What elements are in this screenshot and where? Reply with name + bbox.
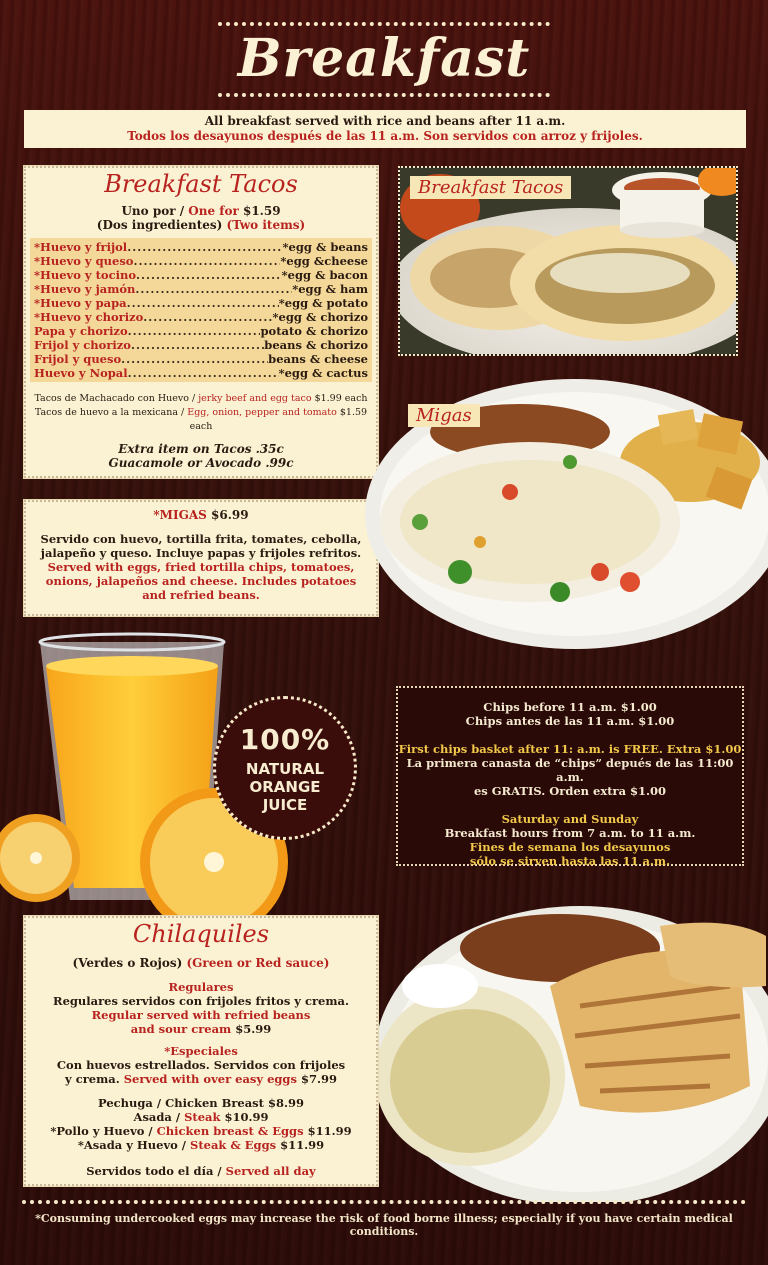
tacos-price-en: One for <box>188 204 239 218</box>
option-steak-eggs-price: $11.99 <box>280 1138 325 1152</box>
regulares-price: $5.99 <box>235 1022 272 1036</box>
title-rule-bottom <box>218 93 550 97</box>
taco-item-en: *egg & ham <box>292 282 368 296</box>
chilaquiles-photo <box>370 896 768 1202</box>
taco-item-en: *egg & bacon <box>281 268 368 282</box>
option-asada-price: $10.99 <box>224 1110 269 1124</box>
chips-after-en: First chips basket after 11: a.m. is FREE. Extra $1.00 <box>398 742 742 756</box>
tacos-ingredients-es: (Dos ingredientes) <box>96 218 223 232</box>
option-steak-eggs-es: *Asada y Huevo / <box>77 1138 187 1152</box>
regulares-es: Regulares servidos con frijoles fritos y crema. <box>53 994 349 1008</box>
option-asada-en: Steak <box>184 1110 221 1124</box>
mexicana-price: $1.59 each <box>189 407 368 432</box>
chips-before-en: Chips before 11 a.m. $1.00 <box>483 700 657 714</box>
taco-item-en: potato & chorizo <box>260 324 368 338</box>
machacado-es: Tacos de Machacado con Huevo / <box>34 393 196 404</box>
page-title: Breakfast <box>237 28 531 89</box>
badge-juice: JUICE <box>262 796 308 814</box>
especiales-es-1: Con huevos estrellados. Servidos con frijoles <box>56 1058 346 1072</box>
chips-after-es-1: La primera canasta de “chips” depués de las 11:00 a.m. <box>406 756 734 784</box>
taco-item-es: Frijol y queso <box>34 352 122 366</box>
guacamole-price: Guacamole or Avocado .99c <box>108 456 294 470</box>
chilaquiles-sauce-line <box>26 956 376 970</box>
footer-rule <box>22 1200 746 1204</box>
option-pollo-en: Chicken breast & Eggs <box>156 1124 304 1138</box>
extra-item-price: Extra item on Tacos .35c <box>118 442 284 456</box>
taco-item-es: Papa y chorizo <box>34 324 128 338</box>
chips-before-es: Chips antes de las 11 a.m. $1.00 <box>465 714 675 728</box>
tacos-photo-label: Breakfast Tacos <box>410 176 571 199</box>
especiales-section <box>26 1044 376 1086</box>
tacos-price-es: Uno por / <box>121 204 185 218</box>
list-item <box>34 254 368 268</box>
weekend-es-2: sólo se sirven hasta las 11 a.m. <box>469 854 671 868</box>
taco-item-es: *Huevo y frijol <box>34 240 128 254</box>
list-item <box>34 366 368 380</box>
list-item <box>34 296 368 310</box>
chips-after-es-2: es GRATIS. Orden extra $1.00 <box>473 784 667 798</box>
regulares-title: Regulares <box>168 980 234 994</box>
taco-item-es: Huevo y Nopal <box>34 366 128 380</box>
list-item <box>34 240 368 254</box>
breakfast-tacos-panel <box>24 166 378 478</box>
tacos-ingredients-en: (Two items) <box>226 218 306 232</box>
list-item <box>34 338 368 352</box>
taco-item-en: beans & chorizo <box>264 338 368 352</box>
machacado-price: $1.99 each <box>314 393 368 404</box>
regulares-en-1: Regular served with refried beans <box>91 1008 311 1022</box>
taco-item-en: *egg & chorizo <box>272 310 368 324</box>
rice-beans-banner <box>24 110 746 148</box>
taco-item-es: Frijol y chorizo <box>34 338 131 352</box>
badge-orange: ORANGE <box>249 778 321 796</box>
sauce-en: (Green or Red sauce) <box>186 956 330 970</box>
footer-disclaimer: *Consuming undercooked eggs may increase the risk of food borne illness; especially if you have certain medical conditions. <box>35 1212 733 1238</box>
weekend-es-1: Fines de semana los desayunos <box>469 840 671 854</box>
all-day-en: Served all day <box>225 1164 316 1178</box>
taco-item-en: *egg & beans <box>282 240 368 254</box>
chilaquiles-options <box>26 1096 376 1152</box>
badge-percent: 100% <box>239 723 331 756</box>
migas-desc-es: Servido con huevo, tortilla frita, tomates, cebolla, jalapeño y queso. Incluye papas y frijoles refritos. <box>40 532 362 560</box>
regulares-en-2: and sour cream <box>130 1022 232 1036</box>
migas-desc-en: Served with eggs, fried tortilla chips, tomatoes, onions, jalapeños and cheese. Includes potatoes and refried beans. <box>45 560 357 602</box>
tacos-price: $1.59 <box>242 204 281 218</box>
migas-price: $6.99 <box>211 508 249 522</box>
taco-item-es: *Huevo y jamón <box>34 282 136 296</box>
option-pollo-price: $11.99 <box>307 1124 352 1138</box>
mexicana-line <box>26 406 376 434</box>
served-all-day-line <box>26 1164 376 1178</box>
especiales-price: $7.99 <box>300 1072 337 1086</box>
all-day-es: Servidos todo el día / <box>86 1164 222 1178</box>
migas-panel <box>24 500 378 616</box>
migas-title-line <box>26 508 376 522</box>
natural-juice-badge <box>213 696 357 840</box>
migas-photo-label: Migas <box>408 404 480 427</box>
chips-info-box <box>396 686 744 866</box>
tacos-specials <box>26 392 376 434</box>
taco-item-en: *egg & potato <box>278 296 368 310</box>
migas-heading: *MIGAS <box>153 508 207 522</box>
taco-item-es: *Huevo y papa <box>34 296 127 310</box>
list-item <box>34 268 368 282</box>
especiales-es-2: y crema. <box>65 1072 120 1086</box>
banner-english: All breakfast served with rice and beans after 11 a.m. <box>204 114 566 128</box>
chilaquiles-heading: Chilaquiles <box>132 920 270 948</box>
tacos-extras <box>26 442 376 470</box>
sauce-es: (Verdes o Rojos) <box>72 956 183 970</box>
especiales-en: Served with over easy eggs <box>123 1072 297 1086</box>
regulares-section <box>26 980 376 1036</box>
list-item <box>34 352 368 366</box>
tacos-ingredients-line <box>26 218 376 232</box>
option-steak-eggs-en: Steak & Eggs <box>190 1138 277 1152</box>
chilaquiles-panel <box>24 916 378 1186</box>
taco-item-en: *egg &cheese <box>280 254 368 268</box>
tacos-list <box>30 238 372 382</box>
banner-spanish: Todos los desayunos después de las 11 a.m. Son servidos con arroz y frijoles. <box>127 129 643 143</box>
machacado-en: jerky beef and egg taco <box>198 393 312 404</box>
taco-item-es: *Huevo y queso <box>34 254 134 268</box>
option-pollo-es: *Pollo y Huevo / <box>50 1124 153 1138</box>
tacos-heading: Breakfast Tacos <box>104 170 298 198</box>
option-chicken-breast: Pechuga / Chicken Breast $8.99 <box>98 1096 304 1110</box>
list-item <box>34 310 368 324</box>
weekend-title: Saturday and Sunday <box>501 812 639 826</box>
mexicana-es: Tacos de huevo a la mexicana / <box>34 407 185 418</box>
taco-item-es: *Huevo y chorizo <box>34 310 144 324</box>
weekend-hours-en: Breakfast hours from 7 a.m. to 11 a.m. <box>444 826 696 840</box>
mexicana-en: Egg, onion, pepper and tomato <box>187 407 337 418</box>
taco-item-es: *Huevo y tocino <box>34 268 136 282</box>
taco-item-en: beans & cheese <box>268 352 368 366</box>
title-rule-top <box>218 22 550 26</box>
option-asada-es: Asada / <box>133 1110 181 1124</box>
list-item <box>34 324 368 338</box>
list-item <box>34 282 368 296</box>
especiales-title: *Especiales <box>164 1044 238 1058</box>
machacado-line <box>26 392 376 406</box>
tacos-price-line <box>26 204 376 218</box>
taco-item-en: *egg & cactus <box>278 366 368 380</box>
badge-natural: NATURAL <box>245 760 325 778</box>
